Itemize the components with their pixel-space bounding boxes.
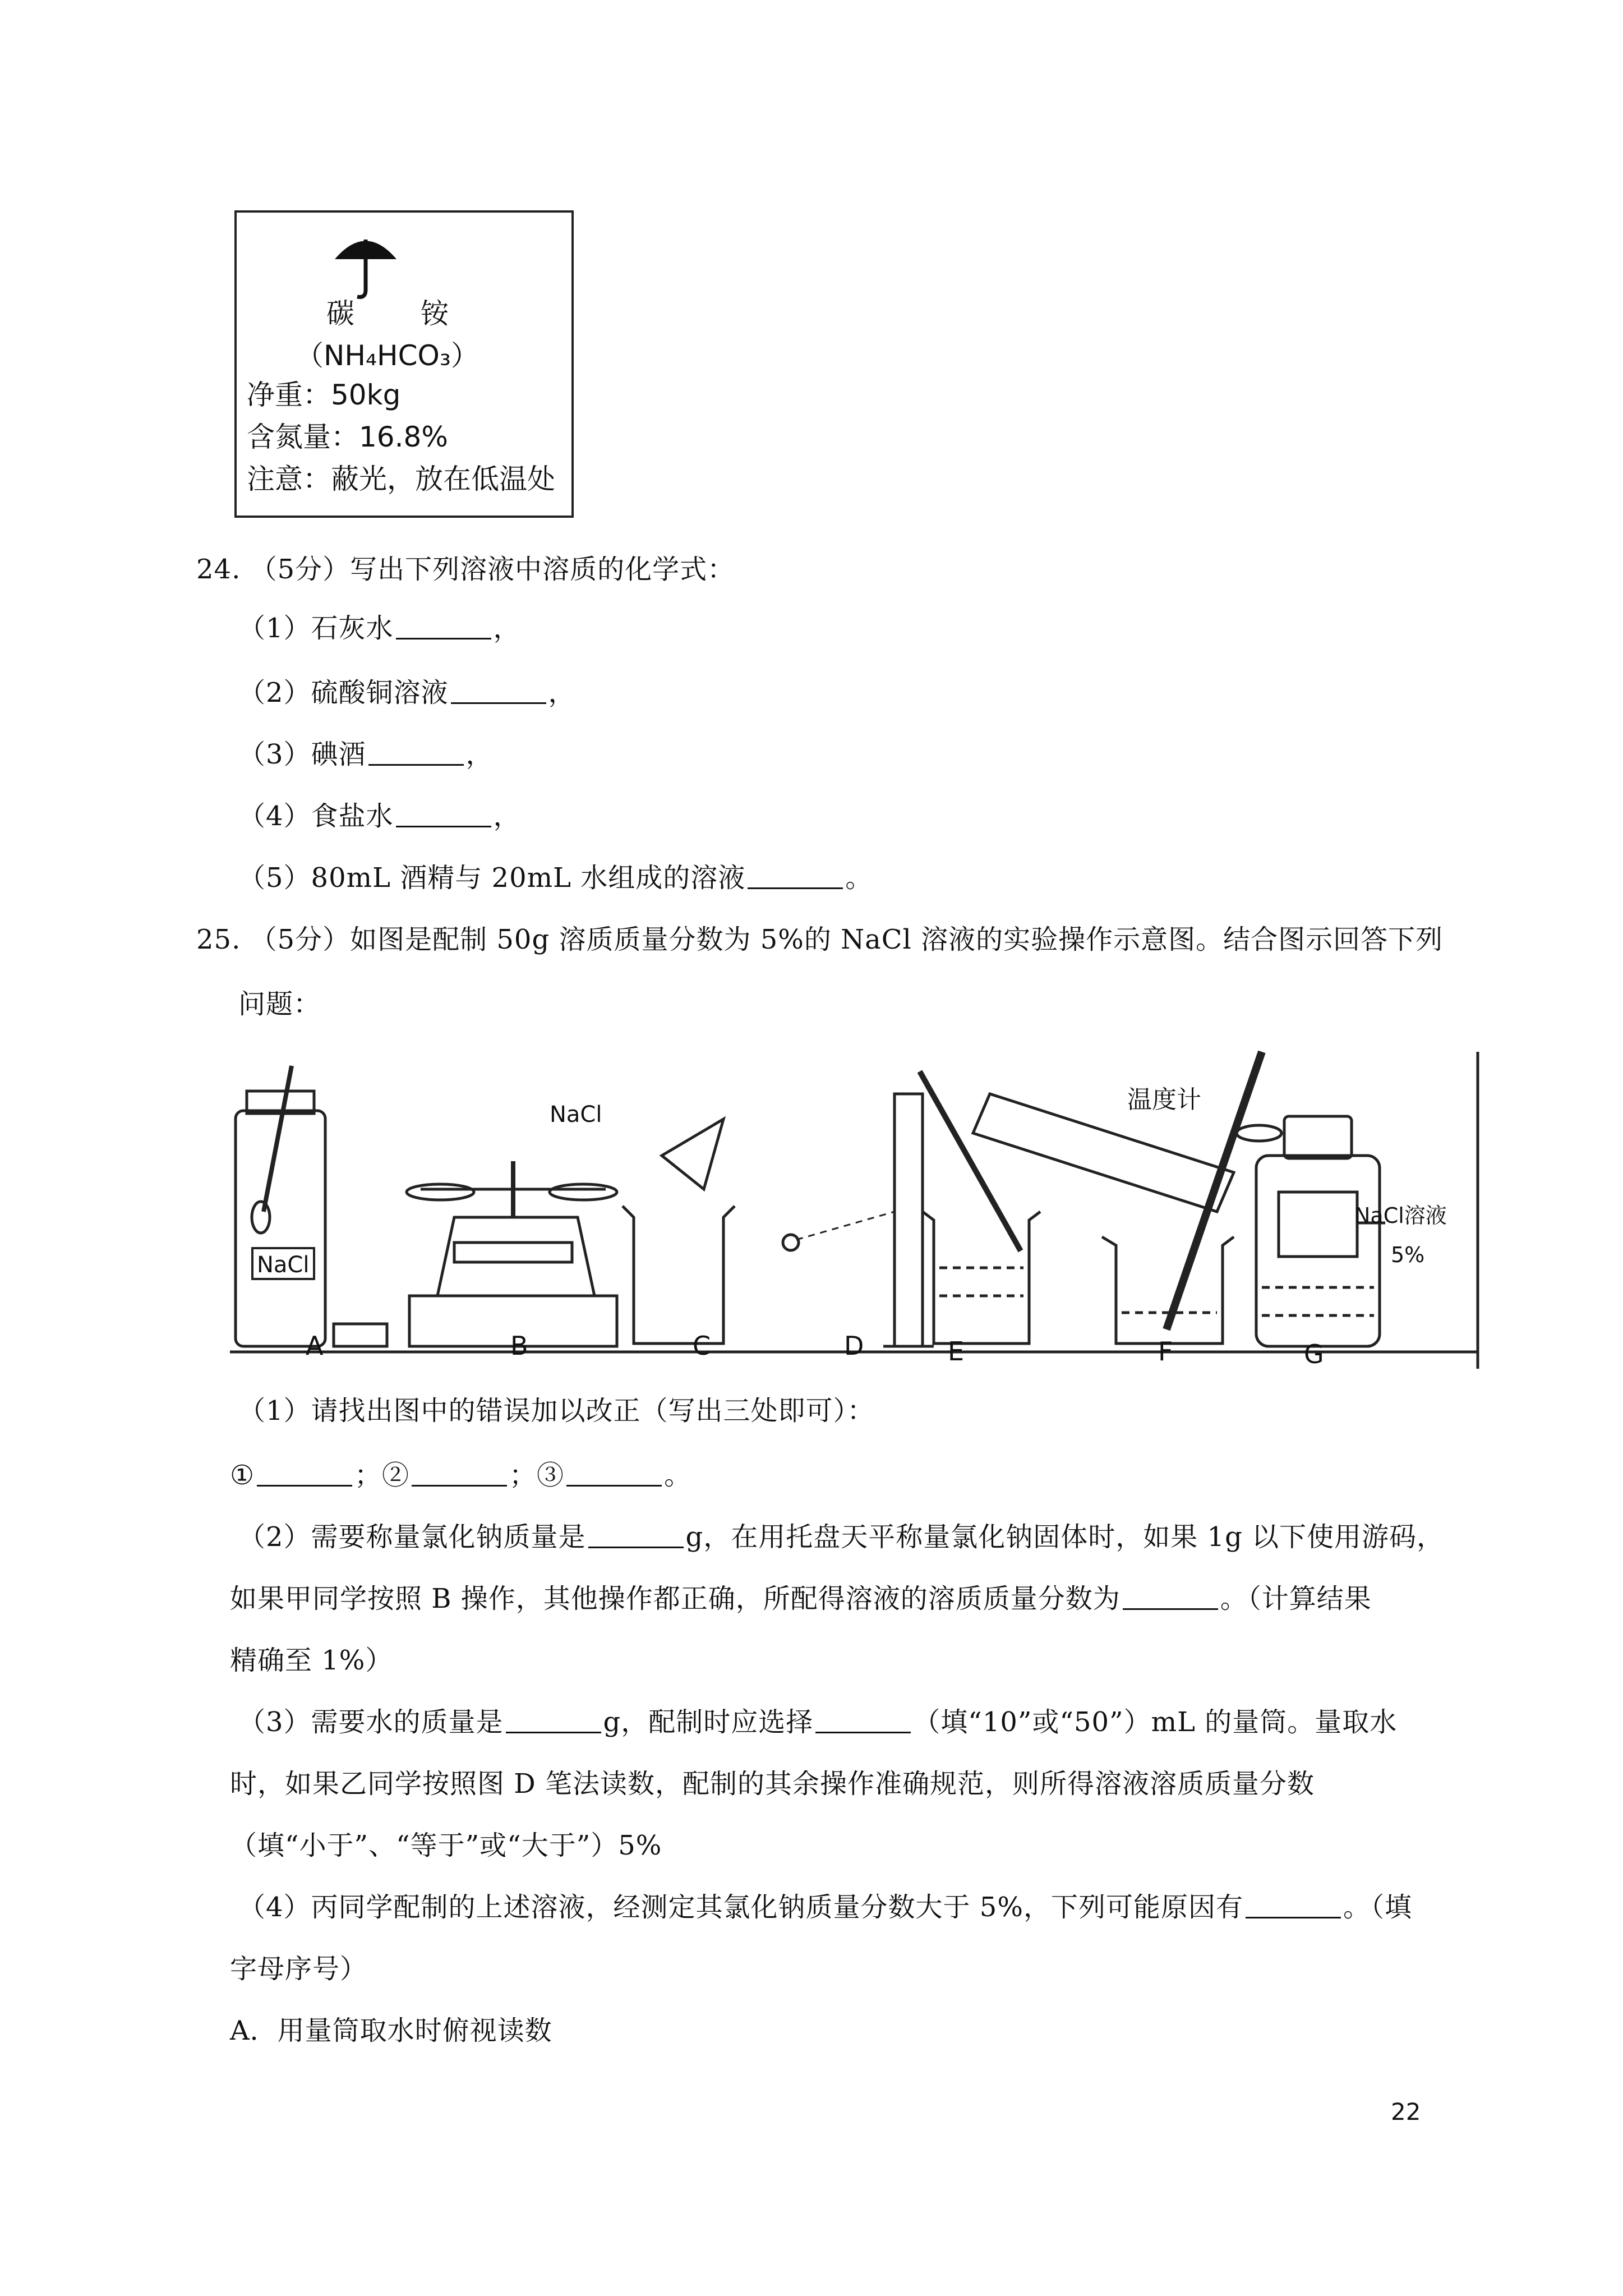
q25-part-3-end: （填“小于”、“等于”或“大于”）5% — [230, 1830, 662, 1861]
jar-label: NaCl — [257, 1252, 310, 1278]
answer-blank[interactable] — [815, 1709, 911, 1733]
figure-letter-c: C — [693, 1331, 711, 1361]
q24-item-2: （2）硫酸铜溶液 ， — [238, 677, 576, 708]
q25-part-2: （2）需要称量氯化钠质量是 g，在用托盘天平称量氯化钠固体时，如果 1g 以下使用游码， — [238, 1521, 1445, 1553]
figure-letter-f: F — [1158, 1336, 1173, 1366]
q24-item-1: （1）石灰水 ， — [238, 613, 521, 644]
q24-item-5: （5）80mL 酒精与 20mL 水组成的溶液 。 — [238, 862, 873, 894]
q25-part-2-cont: 如果甲同学按照 B 操作，其他操作都正确，所配得溶液的溶质质量分数为 。（计算结果 — [230, 1583, 1372, 1614]
answer-blank[interactable] — [368, 742, 464, 766]
experiment-diagram — [230, 1049, 1481, 1372]
q25-part-1-blanks: ① ；② ；③ 。 — [230, 1460, 692, 1491]
experiment-figure — [230, 1049, 1481, 1372]
q25-option-a: A．用量筒取水时俯视读数 — [230, 2015, 552, 2046]
q25-part-4-end: 字母序号） — [230, 1953, 368, 1985]
answer-blank[interactable] — [1123, 1586, 1218, 1610]
fertilizer-label — [234, 210, 574, 518]
q25-title-cont: 问题： — [238, 988, 321, 1020]
q25-part-1: （1）请找出图中的错误加以改正（写出三处即可）： — [238, 1395, 875, 1427]
storage-notice: 注意：蔽光，放在低温处 — [247, 463, 555, 495]
figure-letter-g: G — [1304, 1339, 1324, 1369]
q24-title: 24. （5分）写出下列溶液中溶质的化学式： — [196, 554, 735, 585]
balance-label: NaCl — [550, 1102, 602, 1128]
answer-blank[interactable] — [506, 1709, 601, 1733]
q25-part-3-cont: 时，如果乙同学按照图 D 笔法读数，配制的其余操作准确规范，则所得溶液溶质质量分数 — [230, 1768, 1315, 1800]
thermometer-label: 温度计 — [1127, 1085, 1201, 1114]
bottle-label: NaCl溶液 — [1354, 1203, 1447, 1228]
answer-blank[interactable] — [412, 1462, 507, 1487]
answer-blank[interactable] — [396, 615, 491, 639]
fertilizer-name: 碳 铵 — [326, 297, 452, 330]
q25-part-2-end: 精确至 1%） — [230, 1645, 393, 1676]
bottle-percent: 5% — [1391, 1243, 1425, 1267]
figure-letter-b: B — [510, 1331, 528, 1361]
answer-blank[interactable] — [588, 1524, 684, 1548]
umbrella-icon — [332, 228, 399, 301]
q25-part-3: （3）需要水的质量是 g，配制时应选择 （填“10”或“50”）mL 的量筒。量取水 — [238, 1706, 1398, 1738]
page-number: 22 — [1391, 2098, 1421, 2125]
q24-item-4: （4）食盐水 ， — [238, 800, 521, 832]
answer-blank[interactable] — [396, 803, 491, 827]
q24-item-3: （3）碘酒 ， — [238, 739, 494, 770]
answer-blank[interactable] — [257, 1462, 352, 1487]
q25-title: 25. （5分）如图是配制 50g 溶质质量分数为 5%的 NaCl 溶液的实验操作示意图。结合图示回答下列 — [196, 924, 1444, 955]
answer-blank[interactable] — [566, 1462, 662, 1487]
q25-part-4: （4）丙同学配制的上述溶液，经测定其氯化钠质量分数大于 5%，下列可能原因有 。（填 — [238, 1892, 1412, 1923]
fertilizer-formula: （NH₄HCO₃） — [296, 339, 479, 372]
figure-letter-e: E — [948, 1336, 965, 1366]
figure-letter-d: D — [844, 1331, 864, 1361]
nitrogen-content: 含氮量：16.8% — [247, 421, 448, 453]
figure-letter-a: A — [306, 1331, 324, 1361]
net-weight: 净重：50kg — [247, 379, 401, 411]
answer-blank[interactable] — [1246, 1894, 1341, 1918]
answer-blank[interactable] — [451, 680, 546, 704]
answer-blank[interactable] — [748, 865, 843, 889]
